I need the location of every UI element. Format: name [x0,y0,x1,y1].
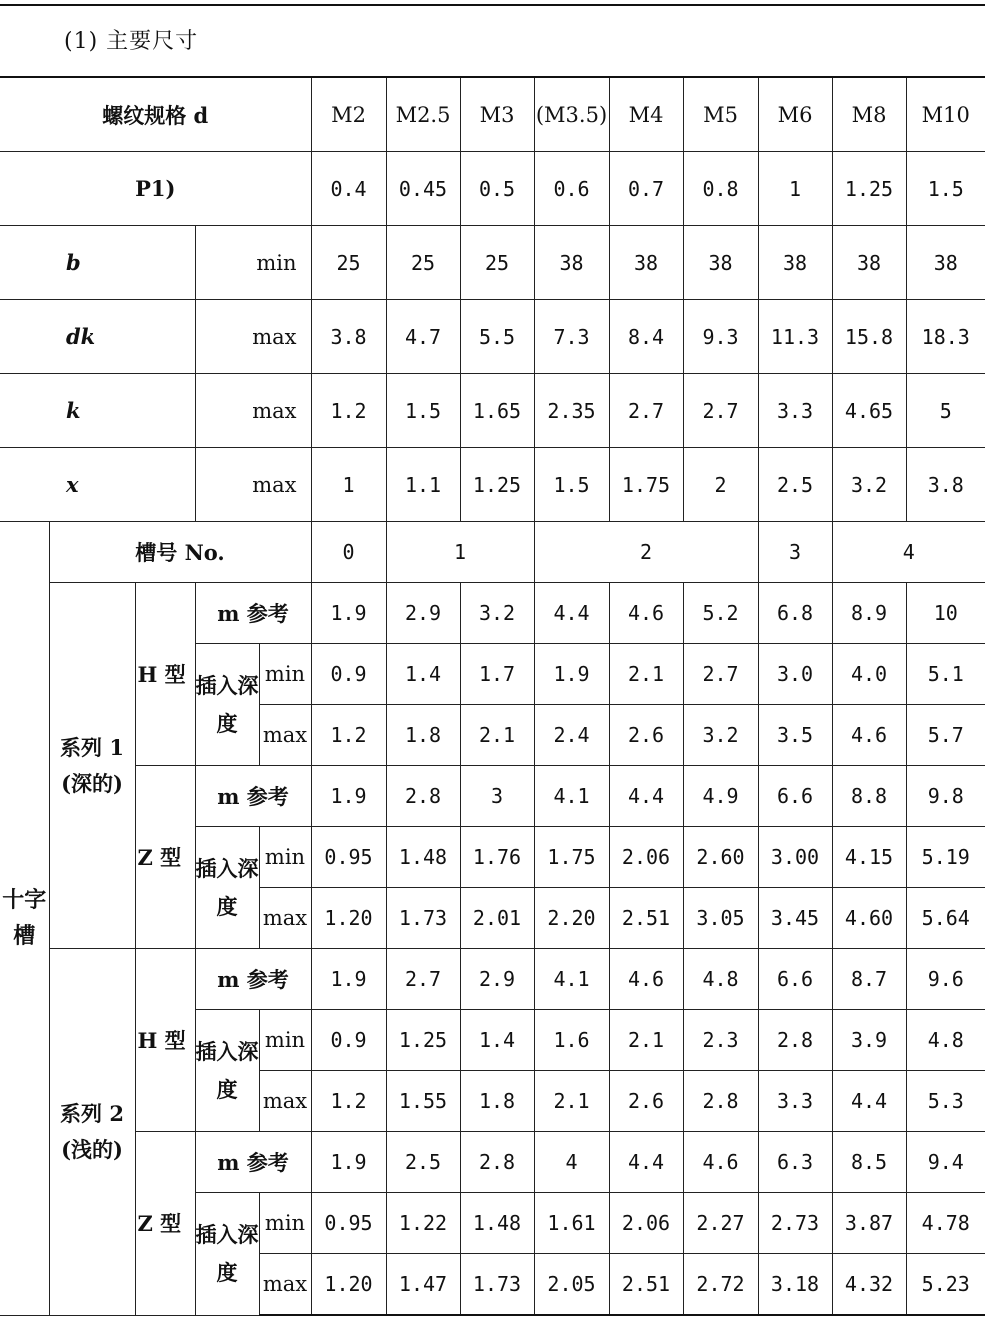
value-cell: 2.6 [609,705,683,766]
value-cell: 4.1 [534,766,609,827]
k-label: k [0,374,195,448]
value-cell: 2.7 [609,374,683,448]
value-cell: 3.3 [758,1071,832,1132]
value-cell: 1.20 [311,888,386,949]
value-cell: 3.87 [832,1193,906,1254]
series1-label: 系列 1 (深的) [49,583,135,949]
value-cell: 4.65 [832,374,906,448]
slot-label: 槽号 No. [49,522,311,583]
k-grade: max [195,374,311,448]
value-cell: 3.5 [758,705,832,766]
value-cell: 1.5 [906,152,985,226]
value-cell: 4.60 [832,888,906,949]
value-cell: 3.2 [832,448,906,522]
value-cell: 8.4 [609,300,683,374]
depth-label: 插入深度 [195,644,259,766]
max-label: max [259,1071,311,1132]
section-title: (1) 主要尺寸 [64,29,199,54]
value-cell: 1.2 [311,374,386,448]
value-cell: 3.45 [758,888,832,949]
value-cell: 1.55 [386,1071,460,1132]
b-grade: min [195,226,311,300]
value-cell: 4.6 [609,583,683,644]
value-cell: 1 [758,152,832,226]
value-cell: 1 [311,448,386,522]
value-cell: 6.6 [758,766,832,827]
value-cell: 9.3 [683,300,758,374]
value-cell: 5.23 [906,1254,985,1316]
value-cell: 3.2 [460,583,534,644]
value-cell: 2.06 [609,827,683,888]
value-cell: 1.5 [386,374,460,448]
series1-Z-m-row [0,766,985,827]
value-cell: 2.1 [534,1071,609,1132]
value-cell: 4.9 [683,766,758,827]
value-cell: 2.60 [683,827,758,888]
size-header: M4 [609,77,683,152]
size-header: M6 [758,77,832,152]
value-cell: 15.8 [832,300,906,374]
value-cell: 0.8 [683,152,758,226]
value-cell: 38 [609,226,683,300]
value-cell: 8.8 [832,766,906,827]
m-ref-label: m 参考 [195,949,311,1010]
value-cell: 4.6 [683,1132,758,1193]
series1-H-type-label: H 型 [135,583,195,766]
series2-Z-type-label: Z 型 [135,1132,195,1316]
value-cell: 4.4 [609,1132,683,1193]
value-cell: 2.06 [609,1193,683,1254]
value-cell: 0.4 [311,152,386,226]
value-cell: 4.7 [386,300,460,374]
value-cell: 4.4 [534,583,609,644]
value-cell: 5.5 [460,300,534,374]
value-cell: 1.76 [460,827,534,888]
value-cell: 4 [534,1132,609,1193]
value-cell: 1.25 [386,1010,460,1071]
value-cell: 1.4 [460,1010,534,1071]
value-cell: 0.6 [534,152,609,226]
size-header: M10 [906,77,985,152]
value-cell: 4.15 [832,827,906,888]
value-cell: 4.8 [906,1010,985,1071]
value-cell: 1.5 [534,448,609,522]
depth-label: 插入深度 [195,1193,259,1316]
max-label: max [259,1254,311,1316]
slot-number: 0 [311,522,386,583]
value-cell: 1.6 [534,1010,609,1071]
value-cell: 3 [460,766,534,827]
value-cell: 1.8 [386,705,460,766]
x-row [0,448,985,522]
value-cell: 0.45 [386,152,460,226]
value-cell: 1.20 [311,1254,386,1316]
value-cell: 8.9 [832,583,906,644]
slot-number: 2 [534,522,758,583]
value-cell: 1.61 [534,1193,609,1254]
x-grade: max [195,448,311,522]
size-header: M3 [460,77,534,152]
value-cell: 4.6 [832,705,906,766]
value-cell: 5 [906,374,985,448]
value-cell: 1.25 [832,152,906,226]
series2-H-type-label: H 型 [135,949,195,1132]
value-cell: 6.8 [758,583,832,644]
value-cell: 1.9 [311,583,386,644]
value-cell: 8.7 [832,949,906,1010]
value-cell: 5.1 [906,644,985,705]
slot-row [0,522,985,583]
size-header: M5 [683,77,758,152]
value-cell: 2.05 [534,1254,609,1316]
value-cell: 1.73 [460,1254,534,1316]
value-cell: 5.7 [906,705,985,766]
value-cell: 3.8 [906,448,985,522]
value-cell: 1.48 [386,827,460,888]
depth-label: 插入深度 [195,1010,259,1132]
value-cell: 2.1 [609,644,683,705]
value-cell: 4.1 [534,949,609,1010]
value-cell: 2.1 [460,705,534,766]
depth-label: 插入深度 [195,827,259,949]
value-cell: 2.01 [460,888,534,949]
dk-label: dk [0,300,195,374]
value-cell: 1.75 [534,827,609,888]
value-cell: 1.2 [311,705,386,766]
value-cell: 4.6 [609,949,683,1010]
value-cell: 2.51 [609,888,683,949]
size-header: M2 [311,77,386,152]
value-cell: 3.2 [683,705,758,766]
min-label: min [259,644,311,705]
m-ref-label: m 参考 [195,583,311,644]
value-cell: 38 [534,226,609,300]
value-cell: 38 [906,226,985,300]
value-cell: 2.8 [758,1010,832,1071]
size-header: M2.5 [386,77,460,152]
value-cell: 5.3 [906,1071,985,1132]
value-cell: 9.4 [906,1132,985,1193]
value-cell: 2.20 [534,888,609,949]
value-cell: 1.65 [460,374,534,448]
value-cell: 1.47 [386,1254,460,1316]
series2-label: 系列 2 (浅的) [49,949,135,1316]
size-header: (M3.5) [534,77,609,152]
series1-Z-type-label: Z 型 [135,766,195,949]
value-cell: 2.8 [460,1132,534,1193]
value-cell: 2.72 [683,1254,758,1316]
value-cell: 2.7 [683,374,758,448]
b-row [0,226,985,300]
value-cell: 3.9 [832,1010,906,1071]
value-cell: 1.2 [311,1071,386,1132]
value-cell: 2.73 [758,1193,832,1254]
value-cell: 1.9 [534,644,609,705]
value-cell: 3.0 [758,644,832,705]
value-cell: 1.22 [386,1193,460,1254]
slot-number: 4 [832,522,985,583]
m-ref-label: m 参考 [195,1132,311,1193]
recess-label: 十字槽 [0,522,49,1316]
series1-H-m-row [0,583,985,644]
value-cell: 0.95 [311,827,386,888]
value-cell: 25 [460,226,534,300]
value-cell: 3.3 [758,374,832,448]
value-cell: 0.5 [460,152,534,226]
x-label: x [0,448,195,522]
value-cell: 8.5 [832,1132,906,1193]
value-cell: 3.05 [683,888,758,949]
size-header: M8 [832,77,906,152]
value-cell: 1.75 [609,448,683,522]
value-cell: 1.73 [386,888,460,949]
value-cell: 11.3 [758,300,832,374]
value-cell: 4.8 [683,949,758,1010]
value-cell: 4.4 [609,766,683,827]
top-rule [0,4,985,6]
value-cell: 1.9 [311,766,386,827]
value-cell: 38 [683,226,758,300]
value-cell: 1.1 [386,448,460,522]
value-cell: 3.00 [758,827,832,888]
value-cell: 6.6 [758,949,832,1010]
max-label: max [259,705,311,766]
value-cell: 6.3 [758,1132,832,1193]
value-cell: 25 [386,226,460,300]
value-cell: 25 [311,226,386,300]
value-cell: 2.5 [758,448,832,522]
value-cell: 0.9 [311,644,386,705]
pitch-label: P1) [0,152,311,226]
dk-row [0,300,985,374]
value-cell: 1.8 [460,1071,534,1132]
value-cell: 2.51 [609,1254,683,1316]
value-cell: 3.18 [758,1254,832,1316]
series2-H-m-row [0,949,985,1010]
value-cell: 4.32 [832,1254,906,1316]
value-cell: 1.7 [460,644,534,705]
header-row [0,77,985,152]
value-cell: 1.4 [386,644,460,705]
value-cell: 2.7 [386,949,460,1010]
value-cell: 2.3 [683,1010,758,1071]
value-cell: 2.4 [534,705,609,766]
value-cell: 2.9 [386,583,460,644]
value-cell: 1.9 [311,949,386,1010]
value-cell: 5.64 [906,888,985,949]
dk-grade: max [195,300,311,374]
value-cell: 38 [758,226,832,300]
thread-spec-label: 螺纹规格 d [0,77,311,152]
min-label: min [259,1193,311,1254]
value-cell: 2.35 [534,374,609,448]
value-cell: 3.8 [311,300,386,374]
value-cell: 2.1 [609,1010,683,1071]
value-cell: 2.5 [386,1132,460,1193]
min-label: min [259,827,311,888]
k-row [0,374,985,448]
slot-number: 3 [758,522,832,583]
value-cell: 2.9 [460,949,534,1010]
value-cell: 4.78 [906,1193,985,1254]
value-cell: 4.0 [832,644,906,705]
max-label: max [259,888,311,949]
b-label: b [0,226,195,300]
value-cell: 0.7 [609,152,683,226]
value-cell: 1.9 [311,1132,386,1193]
value-cell: 38 [832,226,906,300]
value-cell: 2.8 [683,1071,758,1132]
dimension-table [0,76,985,1316]
value-cell: 1.25 [460,448,534,522]
value-cell: 9.6 [906,949,985,1010]
value-cell: 2.7 [683,644,758,705]
value-cell: 9.8 [906,766,985,827]
pitch-row [0,152,985,226]
value-cell: 18.3 [906,300,985,374]
value-cell: 2.8 [386,766,460,827]
value-cell: 7.3 [534,300,609,374]
value-cell: 5.2 [683,583,758,644]
value-cell: 1.48 [460,1193,534,1254]
value-cell: 4.4 [832,1071,906,1132]
series2-Z-m-row [0,1132,985,1193]
value-cell: 10 [906,583,985,644]
value-cell: 0.9 [311,1010,386,1071]
value-cell: 5.19 [906,827,985,888]
m-ref-label: m 参考 [195,766,311,827]
value-cell: 2 [683,448,758,522]
value-cell: 0.95 [311,1193,386,1254]
min-label: min [259,1010,311,1071]
slot-number: 1 [386,522,534,583]
value-cell: 2.6 [609,1071,683,1132]
value-cell: 2.27 [683,1193,758,1254]
